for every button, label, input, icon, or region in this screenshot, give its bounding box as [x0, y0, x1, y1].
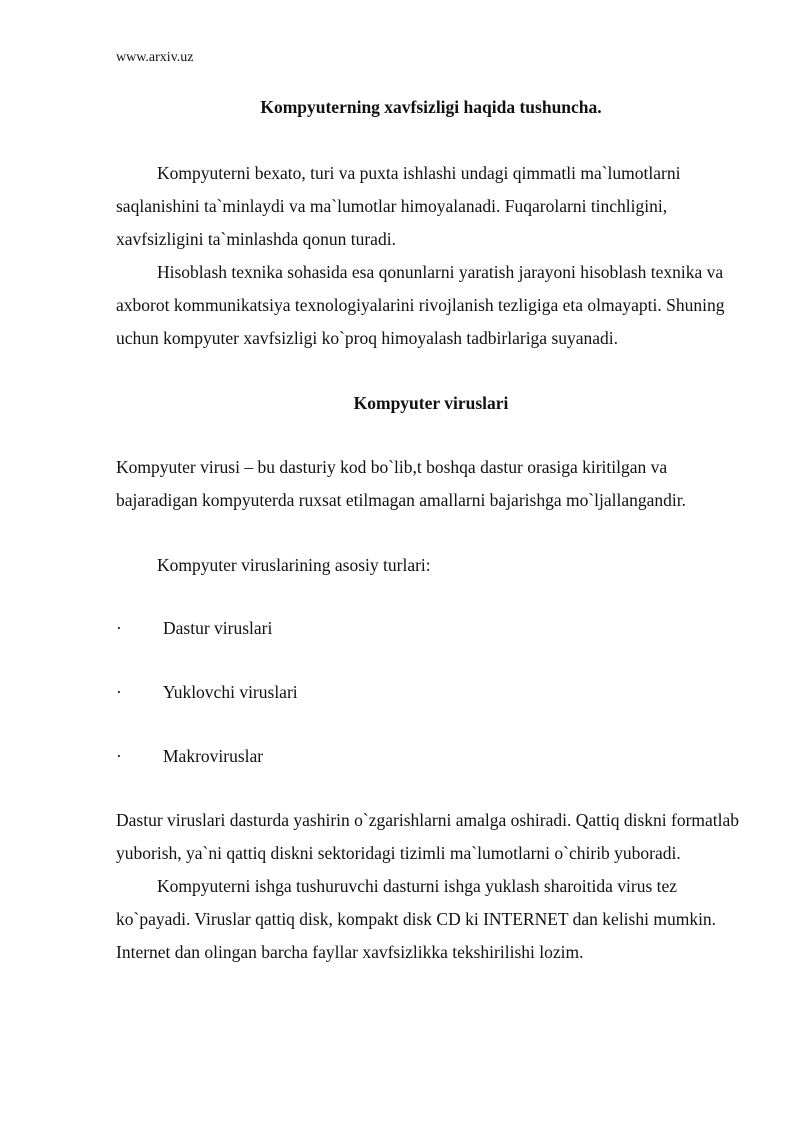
virus-types-list	[116, 612, 746, 773]
list-item	[116, 612, 746, 645]
virus-type-label: Yuklovchi viruslari	[163, 682, 298, 702]
closing-paragraph-2: Kompyuterni ishga tushuruvchi dasturni ishga yuklash sharoitida virus tez ko`payadi. Viruslar qattiq disk, kompakt disk CD ki INTERNET dan kelishi mumkin. Internet dan olingan barcha fayllar xavfsizlikka tekshirilishi lozim.	[116, 876, 717, 962]
list-item	[116, 676, 746, 709]
list-item	[116, 740, 746, 773]
intro-paragraph-1: Kompyuterni bexato, turi va puxta ishlashi undagi qimmatli ma`lumotlarni saqlanishini ta`minlaydi va ma`lumotlar himoyalanadi. Fuqarolarni tinchligini, xavfsizligini ta`minlashda qonun turadi.	[116, 163, 681, 249]
closing-paragraph-1: Dastur viruslari dasturda yashirin o`zgarishlarni amalga oshiradi. Qattiq diskni formatlab yuborish, ya`ni qattiq diskni sektoridagi tizimli ma`lumotlarni o`chirib yuboradi.	[116, 810, 740, 863]
virus-type-label: Dastur viruslari	[163, 618, 273, 638]
document-body	[116, 96, 746, 969]
virus-type-label: Makroviruslar	[163, 746, 264, 766]
virus-definition: Kompyuter virusi – bu dasturiy kod bo`lib,t boshqa dastur orasiga kiritilgan va bajaradigan kompyuterda ruxsat etilmagan amallarni bajarishga mo`ljallangandir.	[116, 457, 687, 510]
document-title: Kompyuterning xavfsizligi haqida tushuncha.	[260, 97, 602, 117]
site-header: www.arxiv.uz	[116, 50, 194, 65]
virus-types-intro: Kompyuter viruslarining asosiy turlari:	[157, 555, 431, 575]
bullet-icon: ·	[116, 746, 122, 766]
bullet-icon: ·	[116, 618, 122, 638]
intro-paragraph-2: Hisoblash texnika sohasida esa qonunlarni yaratish jarayoni hisoblash texnika va axborot kommunikatsiya texnologiyalarini rivojlanish tezligiga eta olmayapti. Shuning uchun kompyuter xavfsizligi ko`proq himoyalash tadbirlariga suyanadi.	[116, 262, 725, 348]
section-heading: Kompyuter viruslari	[353, 393, 509, 413]
bullet-icon: ·	[116, 682, 122, 702]
